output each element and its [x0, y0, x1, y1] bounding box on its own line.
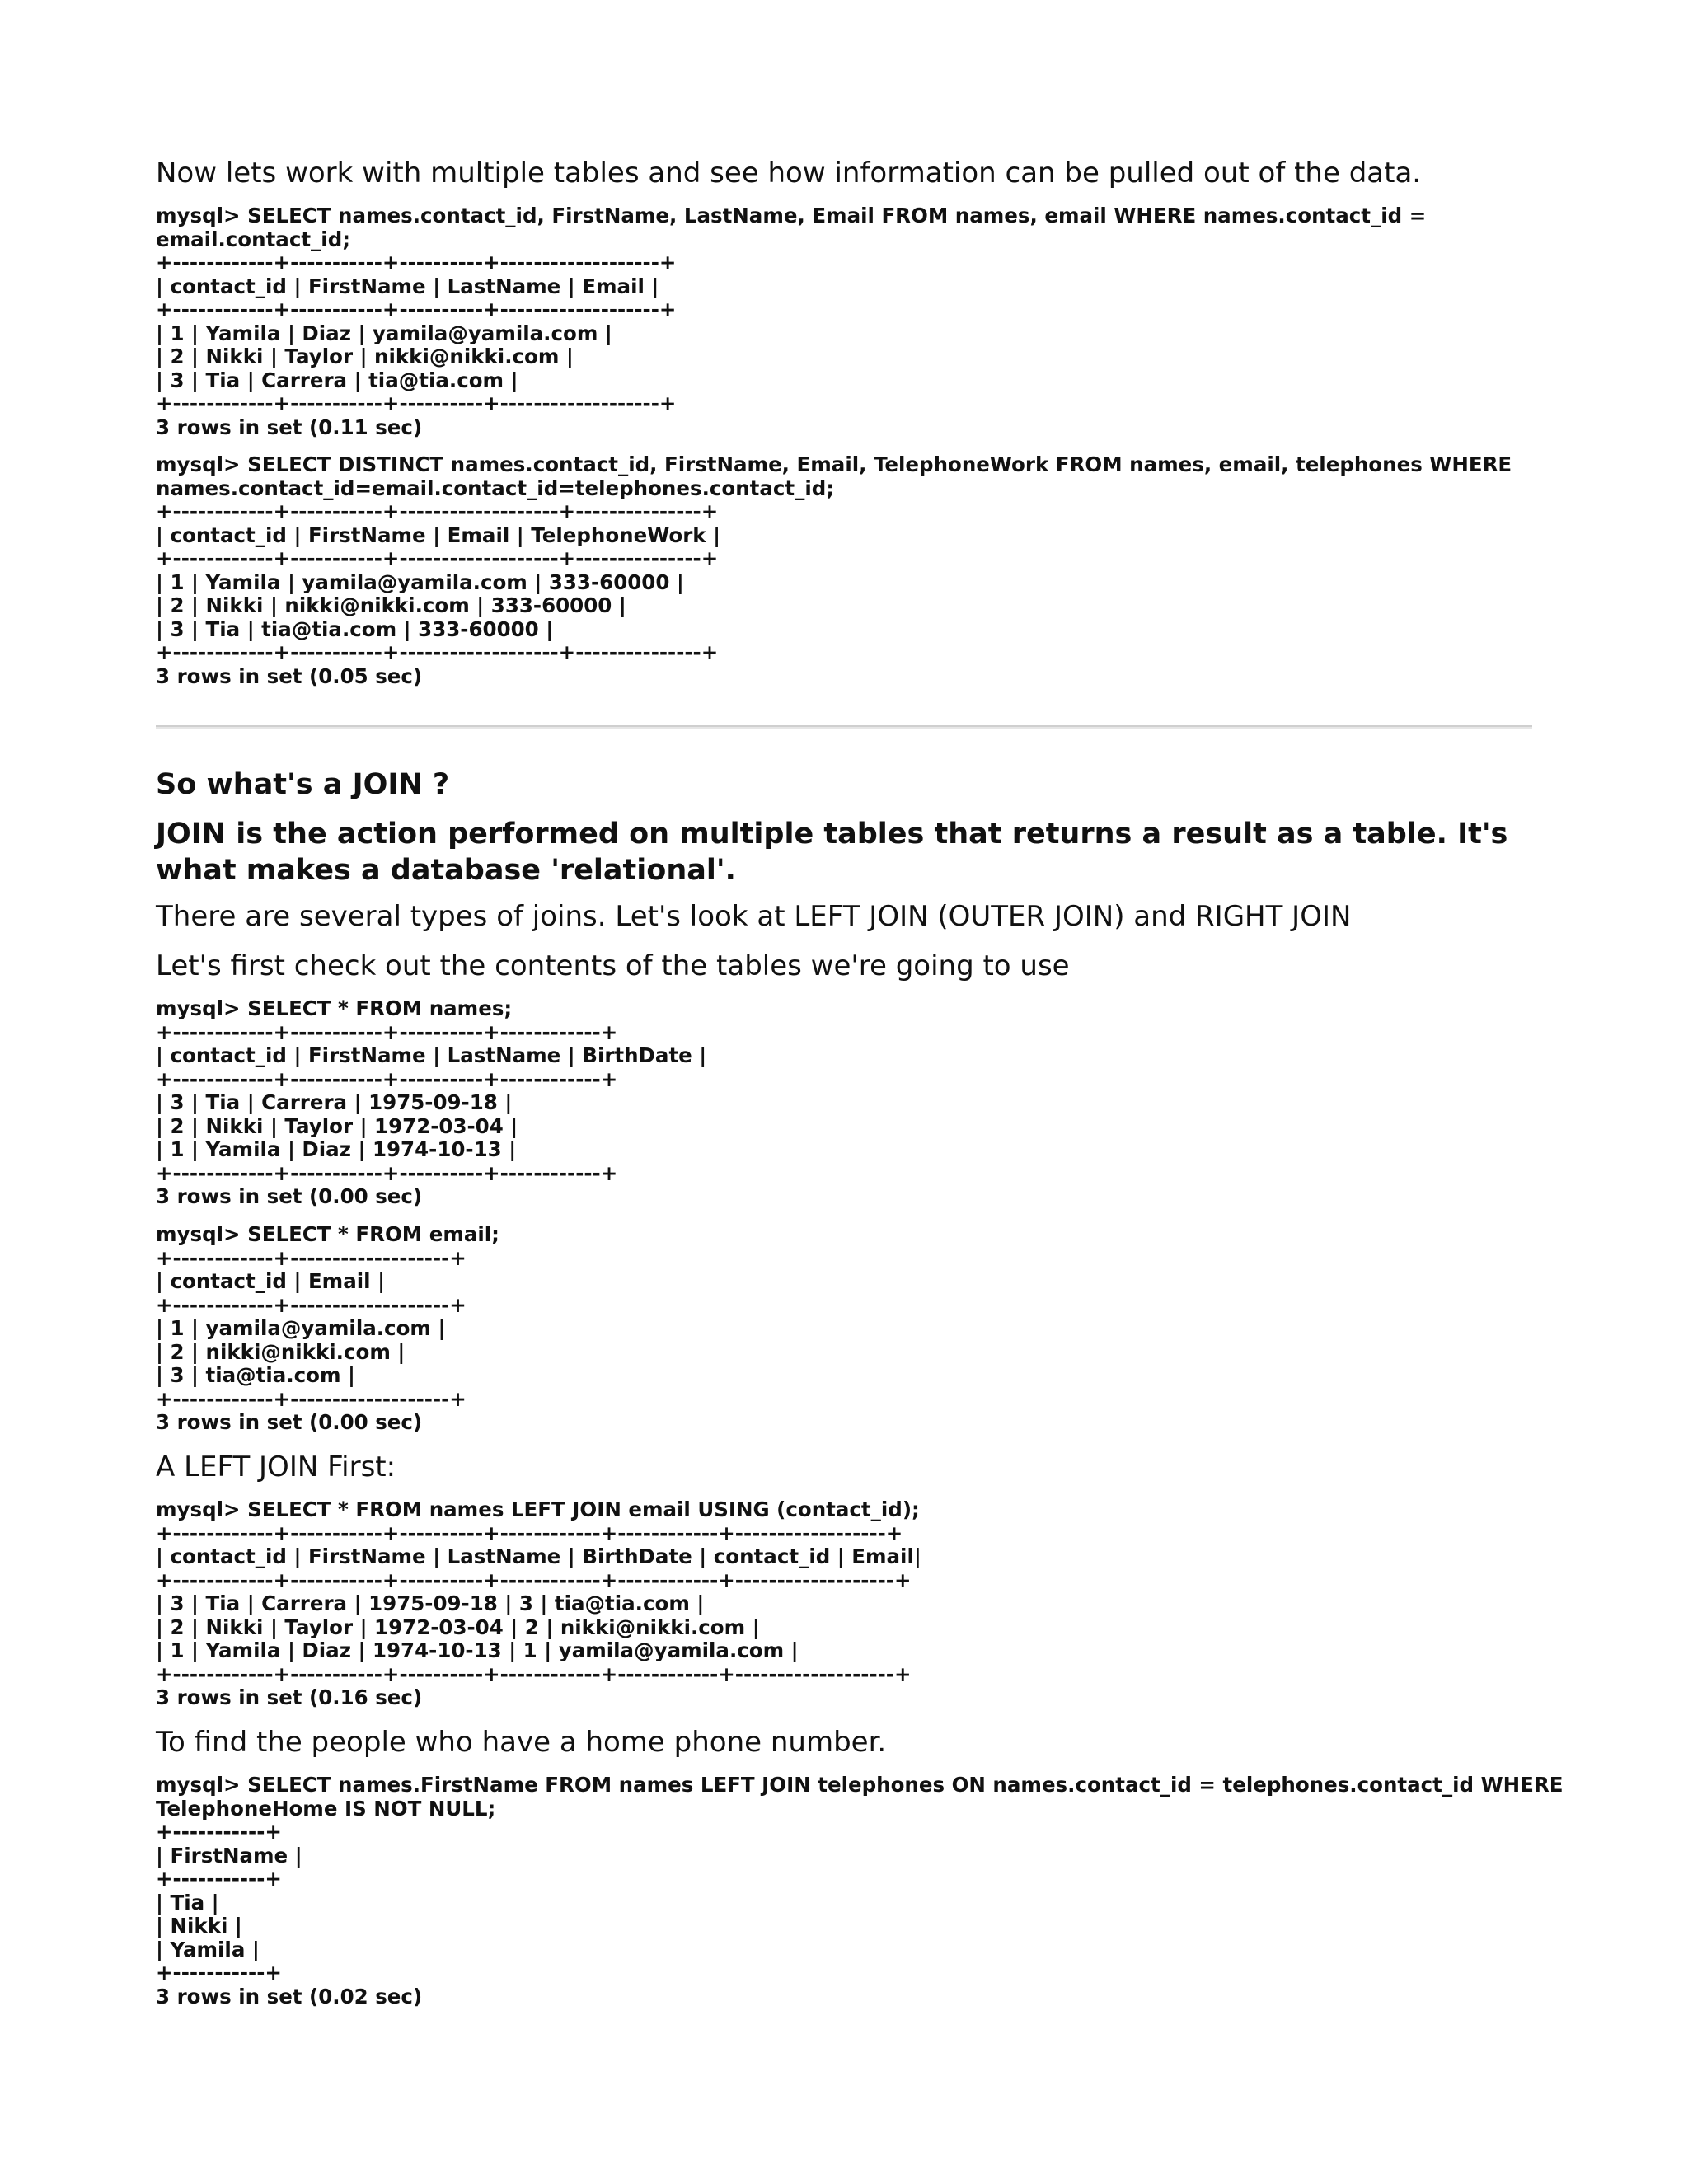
- output-line: | 3 | Tia | tia@tia.com | 333-60000 |: [156, 616, 554, 641]
- output-line: +------------+-----------+----------+------------+------------+-------------------+: [156, 1661, 912, 1686]
- output-line: 3 rows in set (0.02 sec): [156, 1984, 423, 2008]
- output-line: +------------+-----------+----------+------------+------------+------------------+: [156, 1521, 903, 1545]
- query-output-left-join: [156, 1498, 921, 1710]
- join-definition-heading: JOIN is the action performed on multiple tables that returns a result as a table. It's what makes a database 'relational'.: [156, 818, 1508, 887]
- output-line: | FirstName |: [156, 1843, 302, 1868]
- output-line: mysql> SELECT DISTINCT names.contact_id, FirstName, Email, TelephoneWork FROM names, email, telephones WHERE: [156, 452, 1512, 476]
- output-line: +------------+-------------------+: [156, 1292, 467, 1317]
- join-heading: So what's a JOIN ?: [156, 768, 450, 801]
- output-line: +-----------+: [156, 1961, 282, 1985]
- intro-paragraph: Now lets work with multiple tables and see how information can be pulled out of the data.: [156, 157, 1422, 190]
- check-tables-paragraph: Let's first check out the contents of the tables we're going to use: [156, 949, 1070, 982]
- output-line: | Nikki |: [156, 1914, 242, 1938]
- output-line: +------------+-----------+----------+-------------------+: [156, 391, 677, 415]
- output-line: 3 rows in set (0.00 sec): [156, 1410, 423, 1434]
- output-line: mysql> SELECT * FROM email;: [156, 1222, 499, 1246]
- output-line: | 1 | Yamila | yamila@yamila.com | 333-60000 |: [156, 569, 684, 594]
- output-line: +------------+-----------+----------+-------------------+: [156, 298, 677, 321]
- query-output-names-email: [156, 204, 1426, 439]
- output-line: | 3 | Tia | Carrera | 1975-09-18 | 3 | tia@tia.com |: [156, 1591, 705, 1615]
- output-line: mysql> SELECT * FROM names;: [156, 996, 513, 1020]
- output-line: +------------+-----------+----------+------------+------------+-------------------+: [156, 1568, 912, 1592]
- output-line: | contact_id | FirstName | LastName | BirthDate | contact_id | Email|: [156, 1544, 921, 1568]
- output-line: | contact_id | FirstName | Email | TelephoneWork |: [156, 523, 721, 547]
- output-line: 3 rows in set (0.11 sec): [156, 415, 423, 439]
- query-output-distinct-telephones: [156, 453, 1512, 688]
- output-line: email.contact_id;: [156, 227, 351, 251]
- output-line: | 2 | Nikki | Taylor | 1972-03-04 | 2 | nikki@nikki.com |: [156, 1615, 760, 1639]
- output-line: | 3 | tia@tia.com |: [156, 1363, 355, 1387]
- output-line: mysql> SELECT names.contact_id, FirstName, LastName, Email FROM names, email WHERE names.contact_id =: [156, 204, 1427, 227]
- output-line: | 2 | Nikki | nikki@nikki.com | 333-60000 |: [156, 593, 626, 617]
- output-line: | 1 | Yamila | Diaz | yamila@yamila.com |: [156, 321, 612, 345]
- output-line: | Tia |: [156, 1890, 219, 1915]
- output-line: +------------+-----------+----------+------------+: [156, 1019, 618, 1044]
- output-line: 3 rows in set (0.00 sec): [156, 1184, 423, 1208]
- output-line: +------------+-------------------+: [156, 1386, 467, 1411]
- output-line: | contact_id | Email |: [156, 1269, 386, 1293]
- output-line: | 1 | Yamila | Diaz | 1974-10-13 |: [156, 1137, 517, 1161]
- output-line: | 2 | nikki@nikki.com |: [156, 1339, 406, 1364]
- left-join-paragraph: A LEFT JOIN First:: [156, 1451, 396, 1483]
- output-line: | 1 | yamila@yamila.com |: [156, 1316, 446, 1340]
- output-line: +------------+-----------+----------+-------------------+: [156, 251, 677, 274]
- output-line: +------------+-----------+-------------------+---------------+: [156, 499, 719, 523]
- output-line: +------------+-----------+-------------------+---------------+: [156, 546, 719, 570]
- output-line: +------------+-------------------+: [156, 1245, 467, 1270]
- output-line: | contact_id | FirstName | LastName | Email |: [156, 274, 659, 298]
- output-line: +------------+-----------+----------+------------+: [156, 1160, 618, 1185]
- output-line: +-----------+: [156, 1867, 282, 1891]
- horizontal-rule: [156, 725, 1532, 729]
- query-output-select-email: [156, 1223, 499, 1435]
- output-line: +------------+-----------+----------+------------+: [156, 1066, 618, 1091]
- output-line: 3 rows in set (0.05 sec): [156, 663, 423, 688]
- home-phone-paragraph: To find the people who have a home phone number.: [156, 1726, 887, 1759]
- output-line: | Yamila |: [156, 1937, 260, 1961]
- output-line: +-----------+: [156, 1820, 282, 1844]
- output-line: +------------+-----------+-------------------+---------------+: [156, 640, 719, 664]
- output-line: | 2 | Nikki | Taylor | nikki@nikki.com |: [156, 344, 574, 368]
- output-line: | 2 | Nikki | Taylor | 1972-03-04 |: [156, 1113, 518, 1138]
- join-types-paragraph: There are several types of joins. Let's look at LEFT JOIN (OUTER JOIN) and RIGHT JOIN: [156, 900, 1352, 933]
- query-output-select-names: [156, 997, 706, 1209]
- output-line: mysql> SELECT names.FirstName FROM names LEFT JOIN telephones ON names.contact_id = telephones.contact_id WHERE: [156, 1773, 1564, 1797]
- output-line: 3 rows in set (0.16 sec): [156, 1685, 423, 1709]
- output-line: TelephoneHome IS NOT NULL;: [156, 1796, 496, 1821]
- output-line: names.contact_id=email.contact_id=telephones.contact_id;: [156, 476, 835, 500]
- output-line: | 1 | Yamila | Diaz | 1974-10-13 | 1 | yamila@yamila.com |: [156, 1638, 799, 1662]
- output-line: | 3 | Tia | Carrera | 1975-09-18 |: [156, 1090, 513, 1114]
- output-line: | contact_id | FirstName | LastName | BirthDate |: [156, 1043, 707, 1067]
- query-output-home-phone: [156, 1774, 1563, 2008]
- output-line: mysql> SELECT * FROM names LEFT JOIN email USING (contact_id);: [156, 1497, 920, 1521]
- output-line: | 3 | Tia | Carrera | tia@tia.com |: [156, 368, 518, 392]
